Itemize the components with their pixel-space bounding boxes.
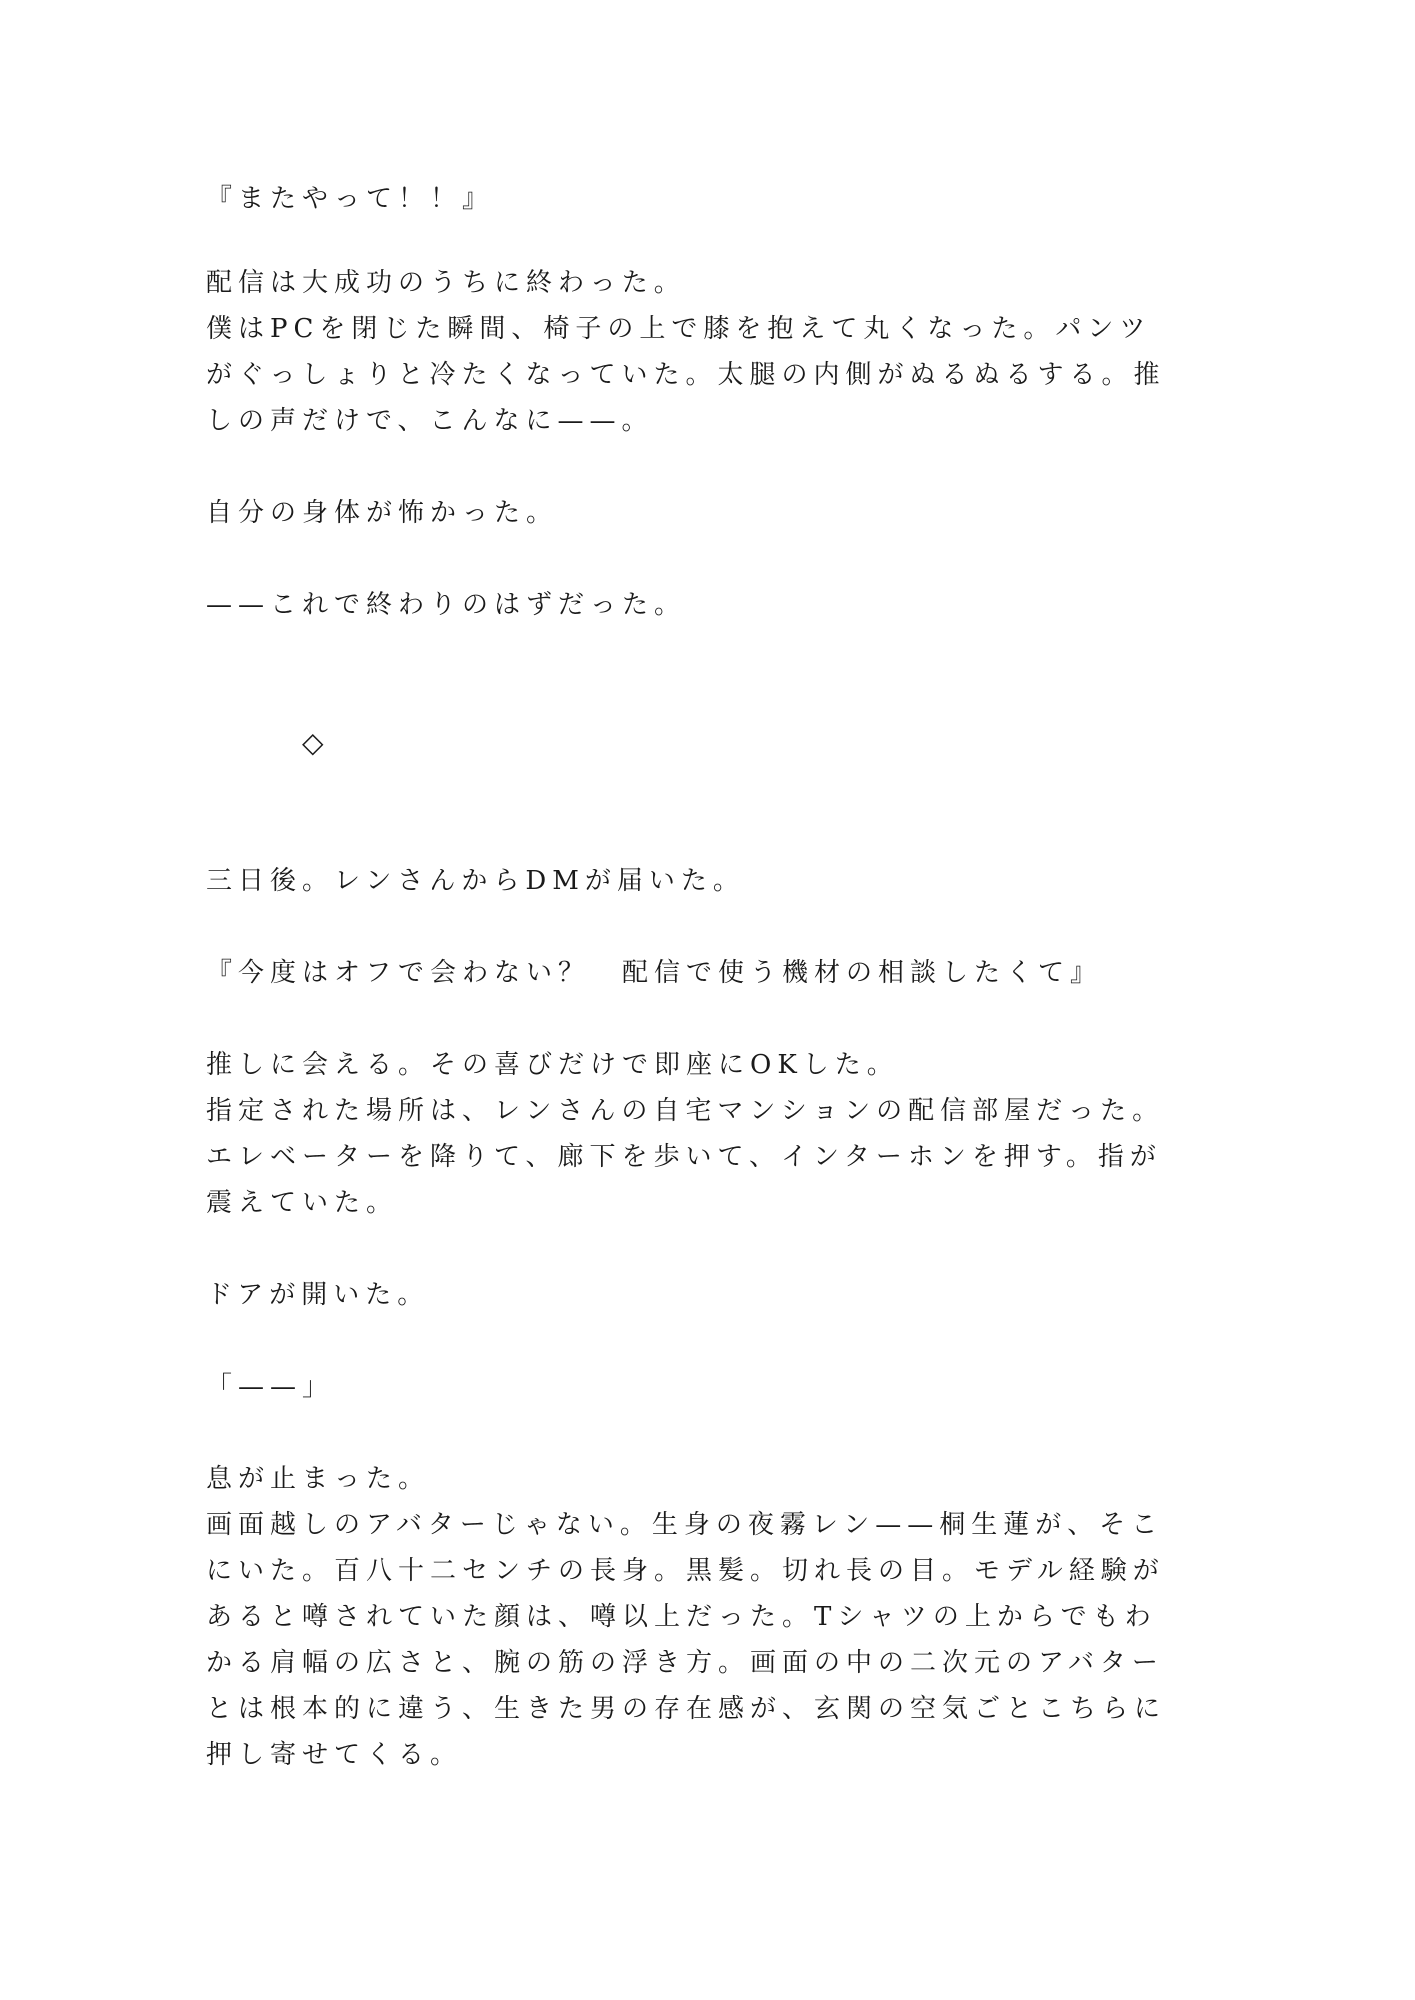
novel-page [206, 176, 1206, 1778]
text-line: がぐっしょりと冷たくなっていた。太腿の内側がぬるぬるする。推 [206, 360, 1166, 390]
text-line: 配信は大成功のうちに終わった。 [206, 268, 686, 298]
text-line: あると噂されていた顔は、噂以上だった。Tシャツの上からでもわ [206, 1602, 1157, 1632]
blank-line [206, 996, 1206, 1042]
blank-line [206, 766, 1206, 812]
blank-line [206, 1226, 1206, 1272]
blank-line [206, 812, 1206, 858]
text-line: 僕はPCを閉じた瞬間、椅子の上で膝を抱えて丸くなった。パンツ [206, 314, 1152, 344]
text-line: 画面越しのアバターじゃない。生身の夜霧レン——桐生蓮が、そこ [206, 1510, 1164, 1540]
scene-break-diamond: ◇ [302, 726, 330, 759]
blank-line [206, 674, 1206, 720]
text-line: 三日後。レンさんからDMが届いた。 [206, 866, 745, 896]
blank-line [206, 222, 1206, 260]
text-line: ——これで終わりのはずだった。 [206, 590, 687, 620]
blank-line [206, 628, 1206, 674]
blank-line [206, 444, 1206, 490]
dialogue-line: 「——」 [206, 1372, 335, 1402]
text-line: にいた。百八十二センチの長身。黒髪。切れ長の目。モデル経験が [206, 1556, 1165, 1586]
text-line: 指定された場所は、レンさんの自宅マンションの配信部屋だった。 [206, 1096, 1165, 1126]
text-line: とは根本的に違う、生きた男の存在感が、玄関の空気ごとこちらに [206, 1694, 1167, 1724]
text-line: 息が止まった。 [206, 1464, 431, 1494]
text-line: 震えていた。 [206, 1188, 399, 1218]
blank-line [206, 1318, 1206, 1364]
text-line: しの声だけで、こんなに——。 [206, 406, 654, 436]
dialogue-line: 『今度はオフで会わない？ 配信で使う機材の相談したくて』 [206, 958, 1103, 988]
blank-line [206, 536, 1206, 582]
text-line: 推しに会える。その喜びだけで即座にOKした。 [206, 1050, 899, 1080]
blank-line [206, 904, 1206, 950]
text-line: かる肩幅の広さと、腕の筋の浮き方。画面の中の二次元のアバター [206, 1648, 1164, 1678]
text-line: エレベーターを降りて、廊下を歩いて、インターホンを押す。指が [206, 1142, 1162, 1172]
text-line: 押し寄せてくる。 [206, 1740, 463, 1770]
dialogue-line: 『またやって！！』 [206, 184, 495, 214]
text-line: ドアが開いた。 [206, 1280, 430, 1310]
text-line: 自分の身体が怖かった。 [206, 498, 559, 528]
blank-line [206, 1410, 1206, 1456]
